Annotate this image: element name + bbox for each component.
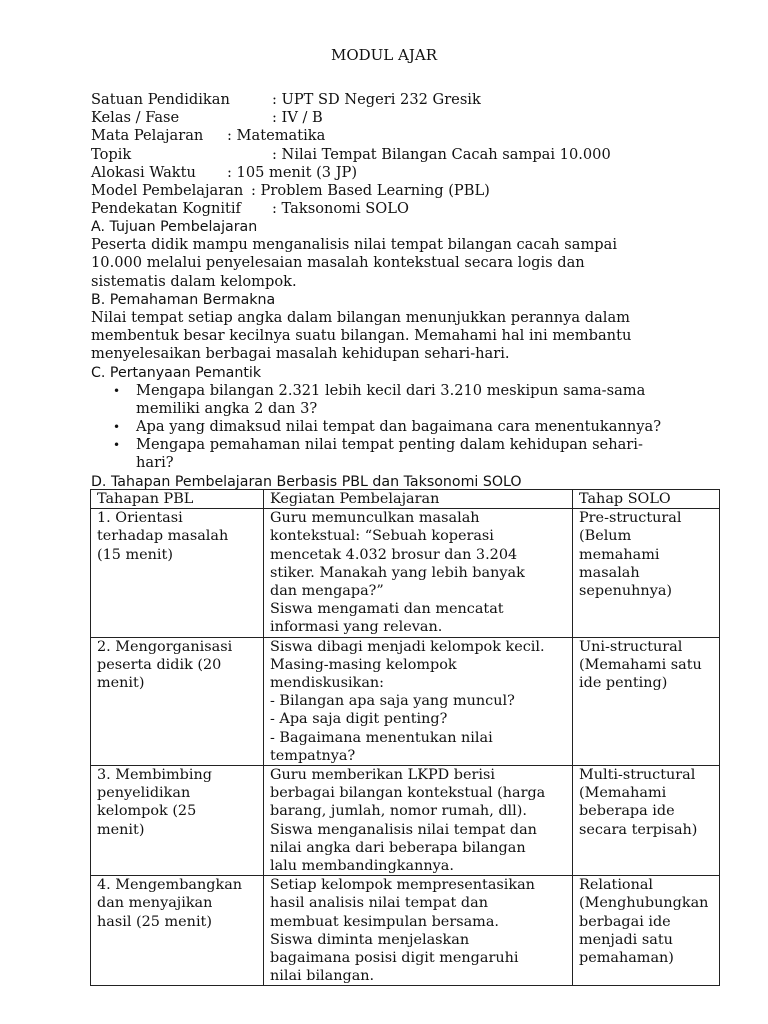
cell-line: Multi-structural xyxy=(579,767,696,784)
cell-line: lalu membandingkannya. xyxy=(270,858,454,875)
meta-row-topik xyxy=(91,146,731,164)
meta-row-alokasi xyxy=(91,164,731,182)
meta-row-pendekatan xyxy=(91,200,731,218)
meta-row-model xyxy=(91,182,731,200)
cell-line: penyelidikan xyxy=(97,785,191,802)
cell-line: barang, jumlah, nomor rumah, dll). xyxy=(270,803,527,820)
cell-line: Pre-structural xyxy=(579,510,682,527)
cell-line: dan menyajikan xyxy=(97,895,213,912)
cell-line: Uni-structural xyxy=(579,638,683,655)
cell-line: peserta didik (20 xyxy=(97,656,222,673)
table-row xyxy=(91,509,720,637)
section-heading-a: A. Tujuan Pembelajaran xyxy=(91,219,258,235)
bullet-line: Mengapa pemahaman nilai tempat penting dalam kehidupan sehari- xyxy=(136,436,643,454)
solo-cell xyxy=(573,637,720,765)
document-body xyxy=(91,218,691,491)
cell-line: 3. Membimbing xyxy=(97,767,212,784)
cell-line: beberapa ide xyxy=(579,803,675,820)
bullet-icon: • xyxy=(113,438,121,453)
bullet-line: Apa yang dimaksud nilai tempat dan bagaimana cara menentukannya? xyxy=(136,418,662,436)
meta-row-mapel xyxy=(91,127,731,145)
cell-line: 1. Orientasi xyxy=(97,510,183,527)
cell-line: Siswa menganalisis nilai tempat dan xyxy=(270,821,537,838)
cell-line: 4. Mengembangkan xyxy=(97,877,243,894)
meta-value: : Nilai Tempat Bilangan Cacah sampai 10.000 xyxy=(272,145,611,163)
identity-block xyxy=(91,91,731,218)
cell-line: secara terpisah) xyxy=(579,821,698,838)
bullet-item xyxy=(91,382,691,418)
cell-line: nilai angka dari beberapa bilangan xyxy=(270,839,526,856)
cell-line: hasil analisis nilai tempat dan xyxy=(270,895,488,912)
activity-cell xyxy=(264,766,573,876)
section-heading-b: B. Pemahaman Bermakna xyxy=(91,291,276,308)
cell-line: menit) xyxy=(97,821,145,838)
cell-line: (15 menit) xyxy=(97,546,173,563)
paragraph-line: menyelesaikan berbagai masalah kehidupan sehari-hari. xyxy=(91,345,510,363)
section-heading-c: C. Pertanyaan Pemantik xyxy=(91,364,262,381)
paragraph-line: Nilai tempat setiap angka dalam bilangan menunjukkan perannya dalam xyxy=(91,308,631,326)
paragraph-line: sistematis dalam kelompok. xyxy=(91,272,297,290)
cell-line: membuat kesimpulan bersama. xyxy=(270,913,499,930)
table-row xyxy=(91,876,720,986)
bullet-icon: • xyxy=(113,383,121,398)
cell-line: ide penting) xyxy=(579,675,668,692)
bullet-icon: • xyxy=(113,420,121,435)
document-title: MODUL AJAR xyxy=(330,46,438,64)
meta-value: : Matematika xyxy=(227,127,326,145)
cell-line: memahami xyxy=(579,546,660,563)
cell-line: mendiskusikan: xyxy=(270,675,385,692)
cell-line: nilai bilangan. xyxy=(270,968,375,985)
bullet-line: Mengapa bilangan 2.321 lebih kecil dari 3.210 meskipun sama-sama xyxy=(136,381,646,399)
stage-cell xyxy=(91,876,264,986)
cell-line: Guru memberikan LKPD berisi xyxy=(270,767,495,784)
solo-cell xyxy=(573,876,720,986)
meta-value: : Taksonomi SOLO xyxy=(272,200,409,218)
bullet-line: hari? xyxy=(136,454,174,472)
cell-line: Guru memunculkan masalah xyxy=(270,510,480,527)
meta-label: Alokasi Waktu xyxy=(91,163,196,181)
stage-cell xyxy=(91,766,264,876)
bullet-item xyxy=(91,418,691,436)
cell-line: terhadap masalah xyxy=(97,528,229,545)
solo-cell xyxy=(573,509,720,637)
table-row xyxy=(91,637,720,765)
activity-cell xyxy=(264,509,573,637)
cell-line: dan mengapa?” xyxy=(270,583,384,600)
cell-line: 2. Mengorganisasi xyxy=(97,638,233,655)
cell-line: Setiap kelompok mempresentasikan xyxy=(270,877,535,894)
cell-line: hasil (25 menit) xyxy=(97,913,212,930)
stage-cell xyxy=(91,509,264,637)
meta-label: Topik xyxy=(91,145,132,163)
paragraph-line: 10.000 melalui penyelesaian masalah kontekstual secara logis dan xyxy=(91,254,585,272)
paragraph-line: Peserta didik mampu menganalisis nilai tempat bilangan cacah sampai xyxy=(91,236,618,254)
meta-value: : 105 menit (3 JP) xyxy=(227,163,358,181)
meta-row-kelas xyxy=(91,109,731,127)
paragraph-line: membentuk besar kecilnya suatu bilangan. Memahami hal ini membantu xyxy=(91,327,632,345)
column-header: Tahap SOLO xyxy=(573,490,720,509)
meta-label: Mata Pelajaran xyxy=(91,127,204,145)
cell-line: sepenuhnya) xyxy=(579,583,673,600)
cell-line: (Memahami xyxy=(579,785,667,802)
meta-label: Kelas / Fase xyxy=(91,109,180,127)
bullet-line: memiliki angka 2 dan 3? xyxy=(136,399,318,417)
cell-line: Siswa diminta menjelaskan xyxy=(270,931,470,948)
activity-cell xyxy=(264,876,573,986)
stage-cell xyxy=(91,637,264,765)
cell-line: - Apa saja digit penting? xyxy=(270,711,448,728)
table-header-row xyxy=(91,490,720,509)
cell-line: bagaimana posisi digit mengaruhi xyxy=(270,950,519,967)
cell-line: Siswa dibagi menjadi kelompok kecil. xyxy=(270,638,545,655)
meta-row-satuan xyxy=(91,91,731,109)
meta-value: : UPT SD Negeri 232 Gresik xyxy=(272,91,481,108)
cell-line: pemahaman) xyxy=(579,950,674,967)
cell-line: (Belum xyxy=(579,528,632,545)
column-header: Kegiatan Pembelajaran xyxy=(264,490,573,509)
cell-line: stiker. Manakah yang lebih banyak xyxy=(270,564,525,581)
pbl-stages-table xyxy=(90,489,720,986)
cell-line: Relational xyxy=(579,877,654,894)
bullet-item xyxy=(91,436,691,472)
cell-line: kelompok (25 xyxy=(97,803,197,820)
cell-line: mencetak 4.032 brosur dan 3.204 xyxy=(270,546,518,563)
cell-line: berbagai ide xyxy=(579,913,671,930)
cell-line: kontekstual: “Sebuah koperasi xyxy=(270,528,494,545)
section-heading-d: D. Tahapan Pembelajaran Berbasis PBL dan Taksonomi SOLO xyxy=(91,473,522,490)
column-header: Tahapan PBL xyxy=(91,490,264,509)
meta-label: Model Pembelajaran xyxy=(91,181,244,199)
cell-line: menit) xyxy=(97,675,145,692)
cell-line: - Bilangan apa saja yang muncul? xyxy=(270,693,515,710)
cell-line: menjadi satu xyxy=(579,931,673,948)
meta-value: : Problem Based Learning (PBL) xyxy=(251,181,490,199)
activity-cell xyxy=(264,637,573,765)
cell-line: tempatnya? xyxy=(270,747,356,764)
meta-label: Pendekatan Kognitif xyxy=(91,200,241,218)
cell-line: (Menghubungkan xyxy=(579,895,709,912)
cell-line: informasi yang relevan. xyxy=(270,619,443,636)
cell-line: Masing-masing kelompok xyxy=(270,656,457,673)
cell-line: - Bagaimana menentukan nilai xyxy=(270,729,493,746)
solo-cell xyxy=(573,766,720,876)
cell-line: masalah xyxy=(579,564,640,581)
cell-line: Siswa mengamati dan mencatat xyxy=(270,601,504,618)
cell-line: (Memahami satu xyxy=(579,656,702,673)
cell-line: berbagai bilangan kontekstual (harga xyxy=(270,785,546,802)
meta-label: Satuan Pendidikan xyxy=(91,91,230,108)
table-row xyxy=(91,766,720,876)
meta-value: : IV / B xyxy=(272,109,323,127)
